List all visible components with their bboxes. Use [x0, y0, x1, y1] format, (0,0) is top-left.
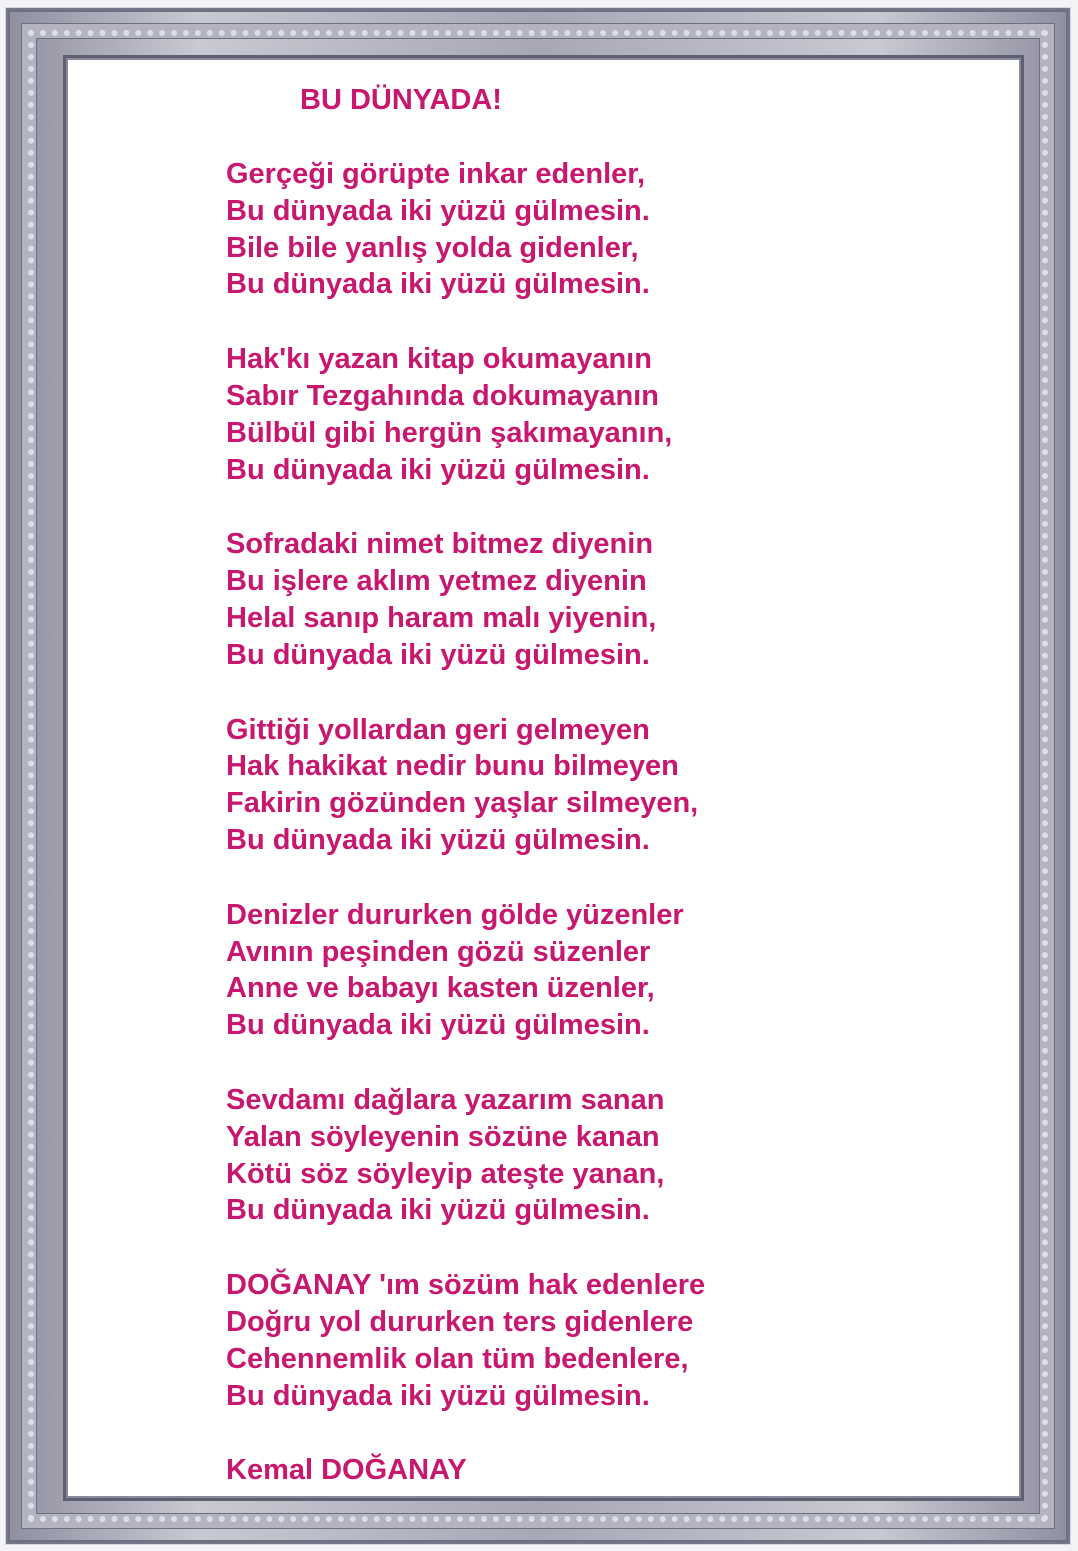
- poem-line: Bu dünyada iki yüzü gülmesin.: [226, 1194, 650, 1227]
- poem-signature: Kemal DOĞANAY: [226, 1454, 467, 1487]
- stanza-2: [226, 341, 986, 488]
- poem-line: Bu dünyada iki yüzü gülmesin.: [226, 1379, 650, 1412]
- stanza-3: [226, 526, 986, 673]
- poem-line: Bile bile yanlış yolda gidenler,: [226, 231, 639, 264]
- poem-line: Bu dünyada iki yüzü gülmesin.: [226, 823, 650, 856]
- poem-line: Anne ve babayı kasten üzenler,: [226, 972, 655, 1005]
- poem-line: Hak hakikat nedir bunu bilmeyen: [226, 750, 679, 783]
- poem-line: Fakirin gözünden yaşlar silmeyen,: [226, 787, 699, 820]
- poem-line: Sofradaki nimet bitmez diyenin: [226, 528, 654, 561]
- poem-line: Gerçeği görüpte inkar edenler,: [226, 158, 646, 190]
- poem-line: Helal sanıp haram malı yiyenin,: [226, 601, 657, 634]
- poem-line: Avının peşinden gözü süzenler: [226, 935, 651, 968]
- poem-line: Bu dünyada iki yüzü gülmesin.: [226, 638, 650, 671]
- poem-line: DOĞANAY 'ım sözüm hak edenlere: [226, 1269, 706, 1302]
- poem-line: Bu dünyada iki yüzü gülmesin.: [226, 1009, 650, 1042]
- poem-line: Sevdamı dağlara yazarım sanan: [226, 1083, 665, 1116]
- poem-line: Sabır Tezgahında dokumayanın: [226, 379, 659, 412]
- poem-line: Bu işlere aklım yetmez diyenin: [226, 565, 647, 598]
- poem-title: BU DÜNYADA!: [300, 84, 502, 116]
- poem-line: Doğru yol dururken ters gidenlere: [226, 1305, 694, 1338]
- poem-line: Denizler dururken gölde yüzenler: [226, 898, 684, 931]
- stanza-7: [226, 1267, 986, 1414]
- poem-line: Bülbül gibi hergün şakımayanın,: [226, 416, 673, 449]
- poem-line: Bu dünyada iki yüzü gülmesin.: [226, 268, 650, 301]
- poem-line: Cehennemlik olan tüm bedenlere,: [226, 1342, 689, 1375]
- poem-line: Gittiği yollardan geri gelmeyen: [226, 713, 650, 746]
- poem-line: Bu dünyada iki yüzü gülmesin.: [226, 453, 650, 486]
- poem: [226, 82, 986, 1489]
- stanza-6: [226, 1082, 986, 1229]
- stanza-1: [226, 156, 986, 303]
- poem-line: Hak'kı yazan kitap okumayanın: [226, 343, 652, 376]
- stanza-5: [226, 897, 986, 1044]
- poem-line: Yalan söyleyenin sözüne kanan: [226, 1120, 660, 1153]
- poem-line: Kötü söz söyleyip ateşte yanan,: [226, 1157, 665, 1190]
- stanza-4: [226, 712, 986, 859]
- poem-line: Bu dünyada iki yüzü gülmesin.: [226, 194, 650, 227]
